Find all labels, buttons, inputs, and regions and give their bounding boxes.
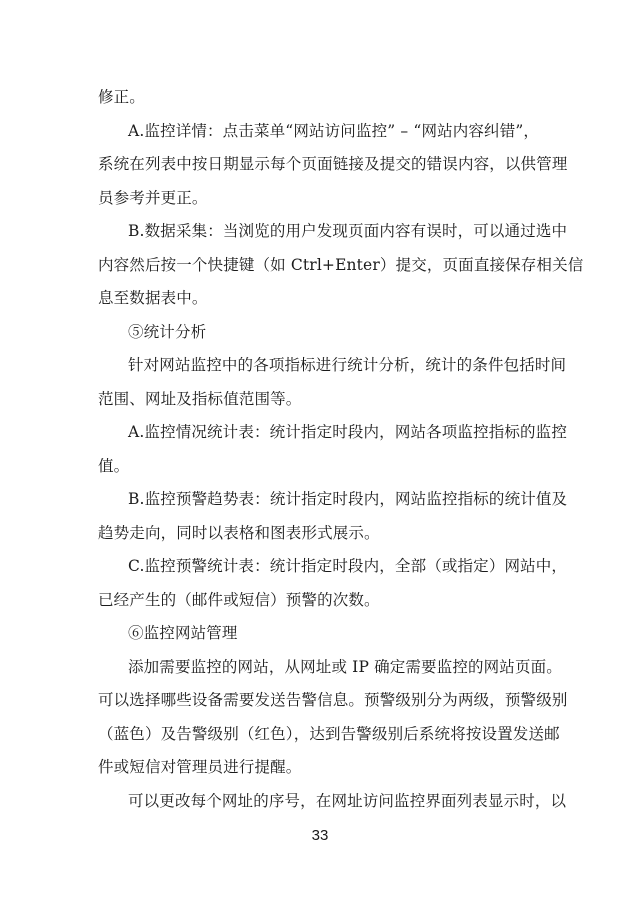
- text-line: 已经产生的（邮件或短信）预警的次数。: [98, 591, 380, 609]
- text-line: 员参考并更正。: [98, 189, 208, 207]
- text-line: A.监控情况统计表：统计指定时段内，网站各项监控指标的监控: [128, 423, 567, 441]
- text-line: 可以更改每个网址的序号，在网址访问监控界面列表显示时，以: [128, 792, 567, 810]
- section-heading: ⑥监控网站管理: [128, 624, 238, 642]
- page-number: 33: [311, 827, 329, 844]
- text-line: 可以选择哪些设备需要发送告警信息。预警级别分为两级，预警级别: [98, 691, 568, 709]
- text-line: A.监控详情：点击菜单“网站访问监控” – “网站内容纠错”，: [128, 122, 540, 140]
- section-heading: ⑤统计分析: [128, 323, 207, 341]
- text-line: 件或短信对管理员进行提醒。: [98, 758, 302, 776]
- text-line: 内容然后按一个快捷键（如 Ctrl+Enter）提交，页面直接保存相关信: [98, 256, 584, 274]
- text-line: 针对网站监控中的各项指标进行统计分析，统计的条件包括时间: [128, 356, 567, 374]
- text-line: B.数据采集：当浏览的用户发现页面内容有误时，可以通过选中: [128, 222, 568, 240]
- text-line: 趋势走向，同时以表格和图表形式展示。: [98, 524, 380, 542]
- text-line: 范围、网址及指标值范围等。: [98, 390, 302, 408]
- text-line: （蓝色）及告警级别（红色），达到告警级别后系统将按设置发送邮: [98, 725, 560, 743]
- text-line: C.监控预警统计表：统计指定时段内，全部（或指定）网站中，: [128, 557, 568, 575]
- text-line: 系统在列表中按日期显示每个页面链接及提交的错误内容，以供管理: [98, 155, 568, 173]
- text-line: 值。: [98, 457, 130, 475]
- text-line: 修正。: [98, 88, 145, 106]
- text-line: B.监控预警趋势表：统计指定时段内，网站监控指标的统计值及: [128, 490, 568, 508]
- text-line: 添加需要监控的网站，从网址或 IP 确定需要监控的网站页面。: [128, 658, 562, 676]
- text-line: 息至数据表中。: [98, 289, 208, 307]
